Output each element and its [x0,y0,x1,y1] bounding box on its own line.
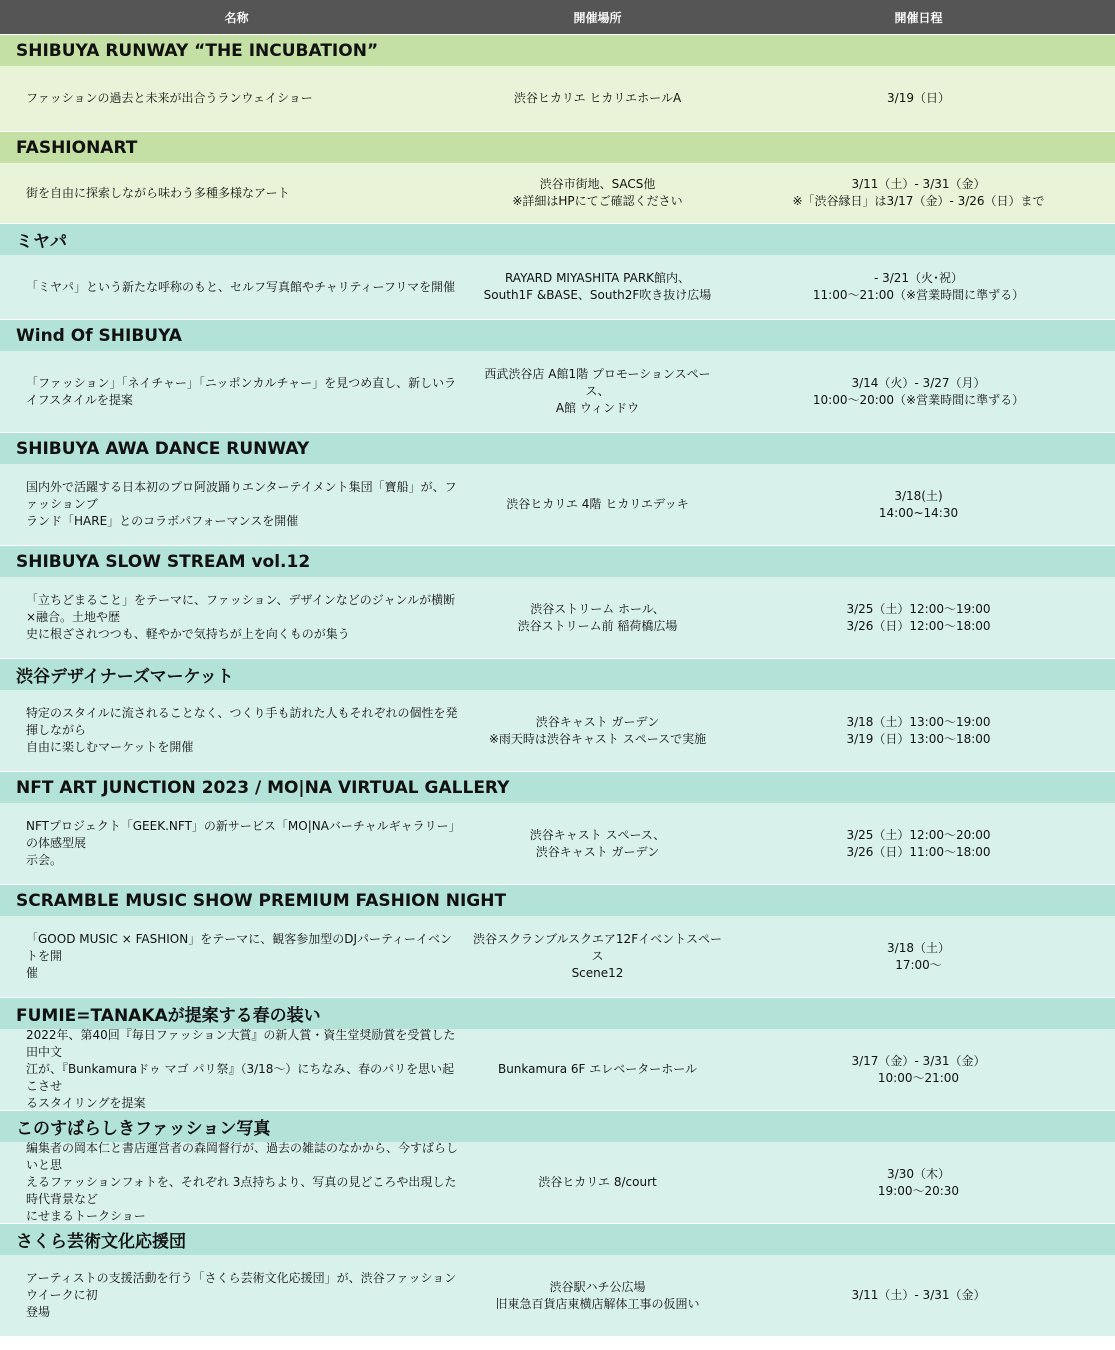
event-date-line: - 3/21（火･祝） [873,271,964,285]
event-description [0,931,473,982]
event-row [0,432,1115,545]
event-row [0,997,1115,1110]
event-row [0,223,1115,319]
event-venue-line: South1F &BASE、South2F吹き抜け広場 [483,288,712,302]
event-description-line: 登場 [26,1305,51,1319]
event-row [0,771,1115,884]
event-date [722,270,1115,304]
event-details [0,66,1115,131]
event-description-line: 史に根ざされつつも、軽やかで気持ちが上を向くものが集う [26,627,350,641]
event-venue [473,1061,722,1078]
event-description [0,375,473,409]
event-row [0,658,1115,771]
event-details [0,803,1115,884]
event-date [722,375,1115,409]
event-description-line: NFTプロジェクト「GEEK.NFT」の新サービス「MO|NAバーチャルギャラリー」の体感型展 [26,819,461,850]
event-date [722,714,1115,748]
event-description [0,279,473,296]
event-date-line: 10:00～21:00 [877,1070,960,1085]
event-details [0,351,1115,432]
event-row [0,884,1115,997]
event-description-line: 「ミヤパ」という新たな呼称のもと、セルフ写真館やチャリティーフリマを開催 [26,279,456,294]
event-description-line: 国内外で活躍する日本初のプロ阿波踊りエンターテイメント集団「寶船」が、ファッションブ [26,480,457,511]
event-row [0,34,1115,131]
event-venue [473,1174,722,1191]
event-date-line: 3/25（土）12:00～19:00 [846,601,991,616]
event-description-line: 示会。 [26,853,63,867]
event-date-line: 3/26（日）12:00～18:00 [846,618,991,633]
event-row [0,319,1115,432]
event-title: FASHIONART [0,131,1115,163]
event-details [0,690,1115,771]
event-date-line: 10:00～20:00（※営業時間に準ずる） [812,392,1025,407]
event-title: FUMIE=TANAKAが提案する春の装い [0,997,1115,1029]
event-title: このすばらしきファッション写真 [0,1110,1115,1142]
event-description-line: 催 [26,966,39,980]
event-date-line: 3/18（土）13:00～19:00 [846,714,991,729]
event-title: SCRAMBLE MUSIC SHOW PREMIUM FASHION NIGHT [0,884,1115,916]
event-details [0,916,1115,997]
event-venue [473,931,722,982]
event-description [0,90,473,107]
event-date [722,1287,1115,1304]
event-date [722,940,1115,974]
event-row [0,1110,1115,1223]
header-venue: 開催場所 [573,10,622,25]
event-date-line: 3/19（日）13:00～18:00 [846,731,991,746]
event-date [722,827,1115,861]
event-date [722,176,1115,210]
event-venue-line: Bunkamura 6F エレベーターホール [497,1062,698,1076]
event-venue [473,270,722,304]
event-venue [473,496,722,513]
event-venue-line: 渋谷スクランブルスクエア12Fイベントスペース [473,932,722,963]
event-date-line: 14:00~14:30 [878,505,959,520]
event-description [0,1270,473,1321]
event-details [0,1029,1115,1110]
event-title: さくら芸術文化応援団 [0,1223,1115,1255]
event-venue-line: A館 ウィンドウ [555,401,640,415]
event-title: 渋谷デザイナーズマーケット [0,658,1115,690]
event-venue-line: 渋谷ストリーム前 稲荷橋広場 [517,618,678,633]
event-date [722,601,1115,635]
event-description [0,1027,473,1112]
event-title: ミヤパ [0,223,1115,255]
event-title: Wind Of SHIBUYA [0,319,1115,351]
event-details [0,1255,1115,1336]
event-date-line: 3/30（木） [887,1166,950,1181]
event-description-line: 2022年、第40回『毎日ファッション大賞』の新人賞・資生堂奨励賞を受賞した田中文 [26,1028,456,1059]
event-venue [473,366,722,417]
event-row [0,131,1115,223]
event-venue-line: Scene12 [571,966,624,980]
event-date-line: 3/18(土) [894,488,943,503]
event-date [722,488,1115,522]
event-venue-line: 旧東急百貨店東横店解体工事の仮囲い [495,1296,700,1311]
event-date-line: 3/11（土）- 3/31（金） [851,1288,986,1302]
event-venue-line: RAYARD MIYASHITA PARK館内、 [504,271,691,285]
event-description-line: にせまるトークショー [26,1209,146,1223]
event-description-line: 街を自由に探索しながら味わう多種多様なアート [26,185,290,200]
event-details [0,1142,1115,1223]
event-description-line: 「ファッション」「ネイチャー」「ニッポンカルチャー」を見つめ直し、新しいライフスタイルを提案 [26,375,457,407]
event-date-line: ※「渋谷縁日」は3/17（金）- 3/26（日）まで [792,194,1045,208]
event-venue-line: 渋谷駅ハチ公広場 [549,1279,646,1294]
event-venue-line: ※雨天時は渋谷キャスト スペースで実施 [488,731,707,746]
event-details [0,255,1115,319]
event-title: NFT ART JUNCTION 2023 / MO|NA VIRTUAL GALLERY [0,771,1115,803]
event-description-line: 特定のスタイルに流されることなく、つくり手も訪れた人もそれぞれの個性を発揮しながら [26,706,458,737]
header-date: 開催日程 [894,10,943,25]
event-venue-line: 渋谷キャスト ガーデン [535,714,660,729]
event-details [0,163,1115,223]
event-venue-line: 渋谷市街地、SACS他 [539,177,656,191]
event-venue-line: 西武渋谷店 A館1階 プロモーションスペース、 [484,367,711,398]
event-date-line: 3/11（土）- 3/31（金） [851,177,986,191]
event-description-line: 江が、『Bunkamuraドゥ マゴ パリ祭』（3/18～）にちなみ、春のパリを思い起こさせ [26,1062,455,1093]
event-venue-line: 渋谷ヒカリエ ヒカリエホールA [513,91,682,105]
event-venue [473,176,722,210]
event-description [0,818,473,869]
event-date-line: 3/26（日）11:00～18:00 [846,844,991,859]
event-row [0,545,1115,658]
event-title: SHIBUYA SLOW STREAM vol.12 [0,545,1115,577]
event-venue-line: 渋谷ストリーム ホール、 [530,601,665,616]
event-title: SHIBUYA RUNWAY “THE INCUBATION” [0,34,1115,66]
event-title: SHIBUYA AWA DANCE RUNWAY [0,432,1115,464]
event-description [0,705,473,756]
event-date-line: 17:00～ [895,957,942,972]
event-description-line: 「立ちどまること」をテーマに、ファッション、デザインなどのジャンルが横断×融合。土地や歴 [26,593,456,624]
event-date [722,1166,1115,1200]
event-date-line: 3/19（日） [887,91,950,105]
event-venue-line: 渋谷キャスト スペース、 [529,827,666,842]
event-venue [473,1279,722,1313]
event-date-line: 3/25（土）12:00～20:00 [846,827,991,842]
event-description-line: るスタイリングを提案 [26,1096,146,1110]
event-date-line: 19:00～20:30 [877,1183,960,1198]
event-venue [473,714,722,748]
event-date [722,1053,1115,1087]
table-header [0,0,1115,34]
event-venue-line: 渋谷ヒカリエ 8/court [538,1175,657,1189]
event-venue-line: ※詳細はHPにてご確認ください [512,194,683,208]
event-venue [473,827,722,861]
event-description [0,592,473,643]
event-venue-line: 渋谷キャスト ガーデン [535,844,660,859]
header-name: 名称 [224,10,249,25]
event-venue-line: 渋谷ヒカリエ 4階 ヒカリエデッキ [506,497,689,511]
event-date-line: 3/14（火）- 3/27（月） [851,375,986,390]
event-description-line: アーティストの支援活動を行う「さくら芸術文化応援団」が、渋谷ファッションウイークに初 [26,1271,457,1302]
event-details [0,577,1115,658]
event-description [0,185,473,202]
event-description-line: ファッションの過去と未来が出合うランウェイショー [26,91,313,105]
event-venue [473,601,722,635]
event-venue [473,90,722,107]
event-description [0,479,473,530]
event-date-line: 3/18（土） [887,940,950,955]
event-description [0,1140,473,1225]
table-body [0,34,1115,1336]
event-date-line: 11:00～21:00（※営業時間に準ずる） [812,288,1025,302]
event-description-line: ランド「HARE」とのコラボパフォーマンスを開催 [26,514,299,528]
event-details [0,464,1115,545]
event-description-line: 編集者の岡本仁と書店運営者の森岡督行が、過去の雑誌のなかから、今すばらしいと思 [26,1141,459,1172]
event-description-line: えるファッションフォトを、それぞれ 3点持ちより、写真の見どころや出現した時代背景など [26,1175,457,1206]
event-date-line: 3/17（金）- 3/31（金） [851,1053,986,1068]
event-row [0,1223,1115,1336]
event-description-line: 自由に楽しむマーケットを開催 [26,740,194,754]
event-date [722,90,1115,107]
event-description-line: 「GOOD MUSIC × FASHION」をテーマに、観客参加型のDJパーティーイベントを開 [26,932,453,963]
